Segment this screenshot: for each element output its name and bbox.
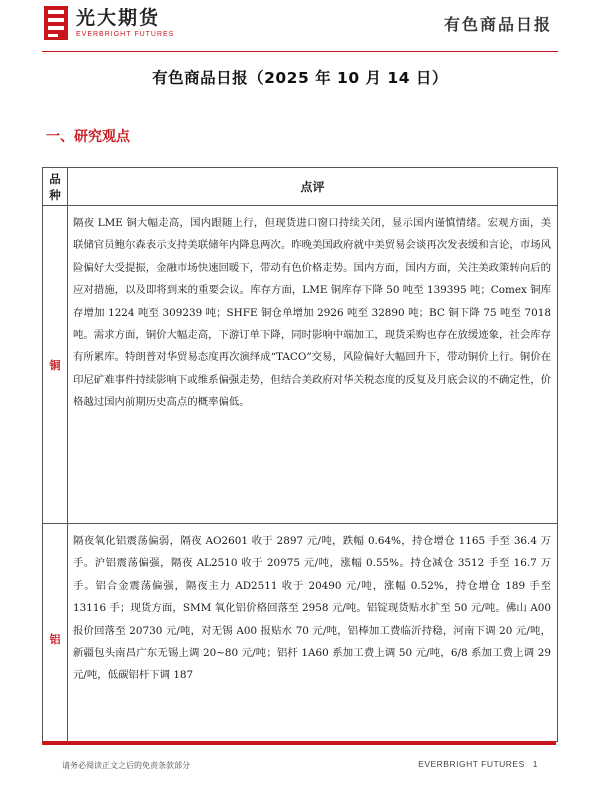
variety-name: 铝 [43, 524, 68, 742]
logo-text [76, 7, 174, 40]
header-divider [42, 51, 558, 52]
table-header [43, 168, 557, 206]
column-header-variety [43, 168, 68, 206]
footer-disclaimer: 请务必阅读正文之后的免责条款部分 [62, 761, 190, 770]
document-title: 有色商品日报（2025 年 10 月 14 日） [152, 69, 448, 87]
logo-name-cn: 光大期货 [76, 6, 161, 29]
logo-mark-icon [44, 4, 68, 42]
page-number: 1 [532, 759, 538, 769]
section-heading: 一、研究观点 [46, 129, 130, 145]
table-row-aluminum [43, 524, 557, 742]
footer-accent-bar [42, 741, 556, 745]
table-row-copper [43, 206, 557, 524]
variety-name: 铜 [43, 206, 68, 523]
column-header-variety-char: 品 [49, 172, 61, 186]
comment-text: 隔夜氧化铝震荡偏弱，隔夜 AO2601 收于 2897 元/吨，跌幅 0.64%，持仓增仓 1165 手至 36.4 万手。沪铝震荡偏强，隔夜 AL2510 收于 20975 元/吨，涨幅 0.55%。持仓减仓 3512 手至 16.7 万手。铝合金震荡偏强，隔夜主力 AD2511 收于 20490 元/吨，涨幅 0.52%，持仓增仓 189 手至 13116 手；现货方面，SMM 氧化铝价格回落至 2958 元/吨。铝锭现货贴水扩至 50 元/吨。佛山 A00 报价回落至 20730 元/吨，对无锡 A00 报贴水 70 元/吨，铝棒加工费临沂持稳，河南下调 20 元/吨，新疆包头南昌广东无锡上调 20~80 元/吨；铝杆 1A60 系加工费上调 50 元/吨，6/8 系加工费上调 29 元/吨，低碳铝杆下调 187 [73, 535, 551, 682]
comment-text: 隔夜 LME 铜大幅走高，国内跟随上行，但现货进口窗口持续关闭，显示国内谨慎情绪。宏观方面，美联储官员鲍尔森表示支持美联储年内降息两次。昨晚美国政府就中美贸易会谈再次发表缓和言论，市场风险偏好大受提振，金融市场快速回暖下，带动有色价格走势。国内方面，国内方面，关注美政策转向后的应对措施，以及即将到来的重要会议。库存方面，LME 铜库存下降 50 吨至 139395 吨；Comex 铜库存增加 1224 吨至 309239 吨；SHFE 铜仓单增加 2926 吨至 32890 吨；BC 铜下降 75 吨至 7018 吨。需求方面，铜价大幅走高，下游订单下降，同时影响中端加工，现货采购也存在放缓迹象，社会库存有所累库。特朗普对华贸易态度再次演绎成“TACO”交易，风险偏好大幅回升下，带动铜价上行。铜价在印尼矿难事件持续影响下或维系偏强走势，但结合美政府对华关税态度的反复及月底会议的不确定性，价格越过国内前期历史高点的概率偏低。 [73, 217, 551, 409]
column-header-variety-char: 种 [49, 188, 61, 202]
column-header-comment: 点评 [300, 180, 325, 194]
research-table [42, 167, 558, 742]
company-logo [44, 4, 174, 42]
footer-brand-page [418, 759, 538, 769]
report-name: 有色商品日报 [443, 15, 552, 34]
logo-name-en: EVERBRIGHT FUTURES [76, 30, 175, 38]
footer-brand: EVERBRIGHT FUTURES [418, 759, 525, 769]
page-header [0, 0, 600, 52]
